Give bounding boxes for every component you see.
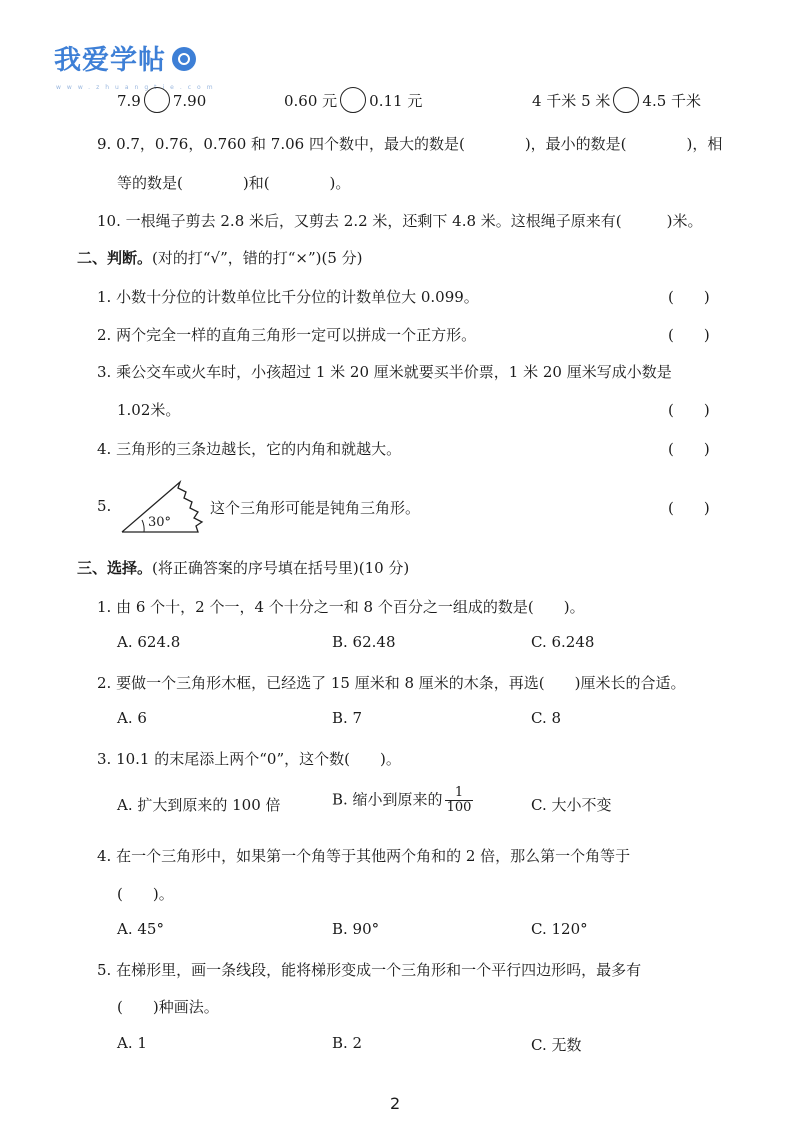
compare-circle-icon[interactable] xyxy=(144,87,170,113)
q8-a-left: 7.9 xyxy=(117,92,141,110)
section-2-title: 二、判断。 xyxy=(77,249,153,267)
choice-q3-stem: 3. 10.1 的末尾添上两个“0”，这个数( )。 xyxy=(97,750,401,768)
fraction-numerator: 1 xyxy=(445,786,474,801)
choice-q5-b[interactable]: B. 2 xyxy=(332,1034,363,1052)
judge-item-1: 1. 小数十分位的计数单位比千分位的计数单位大 0.099。 xyxy=(97,288,479,306)
q8-c-right: 4.5 千米 xyxy=(642,92,702,110)
logo xyxy=(54,38,196,77)
compare-circle-icon[interactable] xyxy=(613,87,639,113)
judge-item-3-cont: 1.02米。 xyxy=(117,401,181,419)
judge-item-3: 3. 乘公交车或火车时，小孩超过 1 米 20 厘米就要买半价票，1 米 20 厘米写成小数是 xyxy=(97,363,672,381)
choice-q3-a[interactable]: A. 扩大到原来的 100 倍 xyxy=(117,796,281,814)
q8-b-right: 0.11 元 xyxy=(369,92,423,110)
section-2-heading xyxy=(77,247,363,268)
choice-q2-c[interactable]: C. 8 xyxy=(531,709,562,727)
angle-label: 30° xyxy=(148,515,172,530)
section-3-heading xyxy=(77,557,409,578)
choice-q4-c[interactable]: C. 120° xyxy=(531,920,588,938)
page-number: 2 xyxy=(390,1094,401,1113)
choice-q1-b[interactable]: B. 62.48 xyxy=(332,633,396,651)
fraction xyxy=(445,786,474,815)
judge-item-5-text: 这个三角形可能是钝角三角形。 xyxy=(210,499,421,517)
choice-q2-a[interactable]: A. 6 xyxy=(117,709,147,727)
answer-paren[interactable]: ( ) xyxy=(668,401,710,419)
choice-q1-c[interactable]: C. 6.248 xyxy=(531,633,595,651)
judge-item-2: 2. 两个完全一样的直角三角形一定可以拼成一个正方形。 xyxy=(97,326,477,344)
choice-q3-b-text: B. 缩小到原来的 xyxy=(332,790,443,809)
q8-b-left: 0.60 元 xyxy=(284,92,338,110)
choice-q4-stem1: 4. 在一个三角形中，如果第一个角等于其他两个角和的 2 倍，那么第一个角等于 xyxy=(97,847,631,865)
q10: 10. 一根绳子剪去 2.8 米后，又剪去 2.2 米，还剩下 4.8 米。这根绳子原来有( )米。 xyxy=(97,212,703,230)
choice-q3-b[interactable] xyxy=(332,786,473,815)
choice-q4-stem2: ( )。 xyxy=(117,885,174,903)
q8-compare-b xyxy=(284,89,422,115)
answer-paren[interactable]: ( ) xyxy=(668,288,710,306)
choice-q1-stem: 1. 由 6 个十，2 个一，4 个十分之一和 8 个百分之一组成的数是( )。 xyxy=(97,598,585,616)
choice-q2-b[interactable]: B. 7 xyxy=(332,709,363,727)
choice-q5-stem1: 5. 在梯形里，画一条线段，能将梯形变成一个三角形和一个平行四边形吗，最多有 xyxy=(97,961,642,979)
choice-q4-a[interactable]: A. 45° xyxy=(117,920,164,938)
logo-url: www.zhuangtie.com xyxy=(56,84,219,91)
torn-triangle-figure xyxy=(118,474,208,536)
logo-badge-icon xyxy=(172,47,196,71)
choice-q5-stem2: ( )种画法。 xyxy=(117,998,219,1016)
judge-item-4: 4. 三角形的三条边越长，它的内角和就越大。 xyxy=(97,440,402,458)
q8-compare-c xyxy=(532,89,701,115)
logo-text: 我爱学帖 xyxy=(54,45,166,76)
q9-line2: 等的数是( )和( )。 xyxy=(117,174,351,192)
choice-q2-stem: 2. 要做一个三角形木框，已经选了 15 厘米和 8 厘米的木条，再选( )厘米长的合适。 xyxy=(97,674,686,692)
choice-q4-b[interactable]: B. 90° xyxy=(332,920,380,938)
choice-q5-c[interactable]: C. 无数 xyxy=(531,1036,582,1054)
q8-a-right: 7.90 xyxy=(172,92,207,110)
choice-q5-a[interactable]: A. 1 xyxy=(117,1034,147,1052)
q8-compare-a xyxy=(117,89,206,115)
q8-c-left: 4 千米 5 米 xyxy=(532,92,611,110)
section-2-note: (对的打“√”，错的打“×”)(5 分) xyxy=(152,249,363,267)
answer-paren[interactable]: ( ) xyxy=(668,440,710,458)
section-3-note: (将正确答案的序号填在括号里)(10 分) xyxy=(152,559,410,577)
choice-q1-a[interactable]: A. 624.8 xyxy=(117,633,181,651)
compare-circle-icon[interactable] xyxy=(340,87,366,113)
judge-item-5-num: 5. xyxy=(97,497,112,515)
q9-line1: 9. 0.7，0.76，0.760 和 7.06 四个数中，最大的数是( )，最小的数是( )，相 xyxy=(97,135,723,153)
choice-q3-c[interactable]: C. 大小不变 xyxy=(531,796,612,814)
fraction-denominator: 100 xyxy=(446,800,472,815)
section-3-title: 三、选择。 xyxy=(77,559,153,577)
answer-paren[interactable]: ( ) xyxy=(668,499,710,517)
answer-paren[interactable]: ( ) xyxy=(668,326,710,344)
